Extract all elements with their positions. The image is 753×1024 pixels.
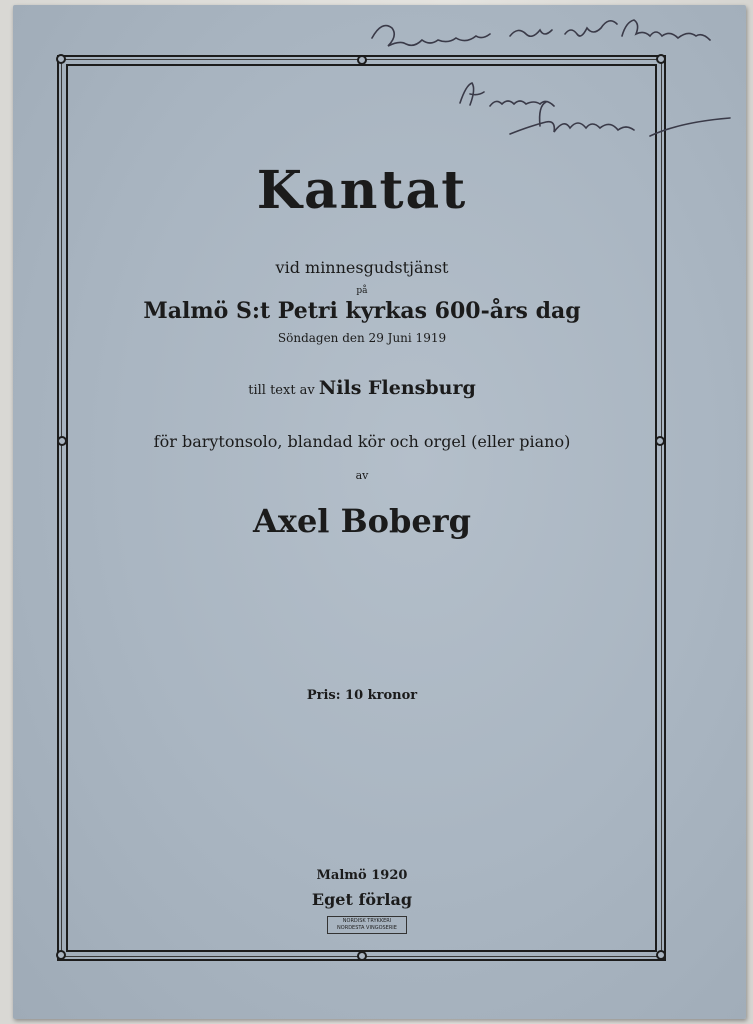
subtitle: vid minnesgudstjänst (275, 258, 449, 277)
border-knot-left (57, 436, 67, 446)
border-knot-corner-br (656, 950, 666, 960)
composer-name: Axel Boberg (253, 502, 471, 540)
printer-line-1: NORDISK TRYKKERI (342, 918, 392, 924)
border-knot-corner-tl (56, 54, 66, 64)
publisher: Eget förlag (311, 890, 413, 909)
by-label: av (355, 469, 369, 482)
occasion: Malmö S:t Petri kyrkas 600-års dag (143, 298, 581, 324)
handwritten-inscription (360, 8, 740, 158)
printer-line-2: NORDESTA VINGOSERIE (337, 925, 397, 931)
border-knot-bottom (357, 951, 367, 961)
preposition: på (356, 286, 368, 296)
border-knot-right (655, 436, 665, 446)
border-knot-corner-bl (56, 950, 66, 960)
instrumentation: för barytonsolo, blandad kör och orgel (eller piano) (153, 432, 571, 451)
place-year: Malmö 1920 (316, 868, 408, 883)
text-prefix: till text av (248, 383, 315, 398)
price: Pris: 10 kronor (306, 688, 418, 703)
lyricist-line (70, 377, 654, 399)
printer-mark (327, 916, 407, 934)
lyricist-name: Nils Flensburg (318, 377, 476, 399)
date-line: Söndagen den 29 Juni 1919 (277, 331, 447, 345)
page-title: Kantat (256, 160, 468, 221)
